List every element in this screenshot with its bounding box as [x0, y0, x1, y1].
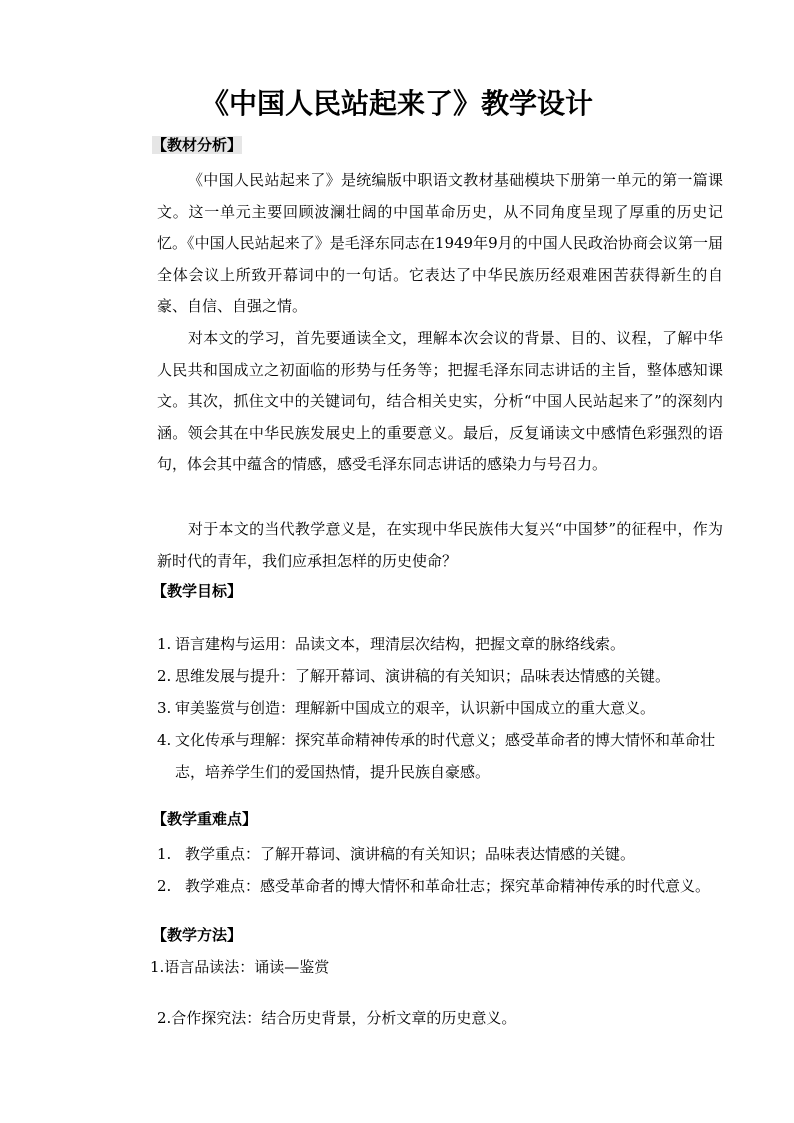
method-item-1: 1.语言品读法：诵读—鉴赏: [150, 958, 330, 976]
material-paragraph-2: 对本文的学习，首先要通读全文，理解本次会议的背景、目的、议程，了解中华人民共和国成立之初面临的形势与任务等；把握毛泽东同志讲话的主旨，整体感知课文。其次，抓住文中的关键词句，结合相关史实，分析“中国人民站起来了”的深刻内涵。领会其在中华民族发展史上的重要意义。最后，反复诵读文中感情色彩强烈的语句，体会其中蕴含的情感，感受毛泽东同志讲话的感染力与号召力。: [157, 329, 723, 473]
list-item-number: 2.: [157, 877, 172, 895]
section-heading-material-text: 【教材分析】: [152, 136, 243, 154]
material-paragraph-1: 《中国人民站起来了》是统编版中职语文教材基础模块下册第一单元的第一篇课文。这一单元主要回顾波澜壮阔的中国革命历史，从不同角度呈现了厚重的历史记忆。《中国人民站起来了》是毛泽东同志在1949年9月的中国人民政治协商会议第一届全体会议上所致开幕词中的一句话。它表达了中华民族历经艰难困苦获得新生的自豪、自信、自强之情。: [157, 171, 723, 315]
section-heading-goals: 【教学目标】: [152, 582, 243, 600]
page-title: 《中国人民站起来了》教学设计: [200, 87, 593, 120]
list-item: [157, 692, 727, 724]
list-item-number: 4.: [157, 731, 172, 749]
list-item-text: 文化传承与理解：探究革命精神传承的时代意义；感受革命者的博大情怀和革命壮志，培养学生们的爱国热情，提升民族自豪感。: [175, 731, 716, 781]
list-item-number: 2.: [157, 667, 172, 685]
goals-list: [157, 628, 727, 788]
section-heading-methods: 【教学方法】: [152, 926, 243, 944]
list-item: [157, 628, 727, 660]
material-paragraph-3: 对于本文的当代教学意义是，在实现中华民族伟大复兴“中国梦”的征程中，作为新时代的青年，我们应承担怎样的历史使命？: [157, 520, 723, 570]
list-item-text: 语言建构与运用：品读文本，理清层次结构，把握文章的脉络线索。: [175, 635, 626, 653]
list-item: [157, 660, 727, 692]
section-heading-key-points: 【教学重难点】: [152, 810, 258, 828]
list-item-text: 教学重点：了解开幕词、演讲稿的有关知识；品味表达情感的关键。: [185, 845, 636, 863]
list-item-text: 审美鉴赏与创造：理解新中国成立的艰辛，认识新中国成立的重大意义。: [175, 699, 656, 717]
list-item-text: 思维发展与提升：了解开幕词、演讲稿的有关知识；品味表达情感的关键。: [175, 667, 671, 685]
section-heading-material: [152, 134, 242, 156]
key-points-list: [157, 838, 732, 902]
list-item: [157, 724, 727, 788]
list-item-text: 教学难点：感受革命者的博大情怀和革命壮志；探究革命精神传承的时代意义。: [185, 877, 711, 895]
method-item-2: 2.合作探究法：结合历史背景，分析文章的历史意义。: [157, 1009, 517, 1027]
list-item: [157, 870, 732, 902]
list-item-number: 1.: [157, 845, 172, 863]
list-item: [157, 838, 732, 870]
list-item-number: 1.: [157, 635, 172, 653]
list-item-number: 3.: [157, 699, 172, 717]
